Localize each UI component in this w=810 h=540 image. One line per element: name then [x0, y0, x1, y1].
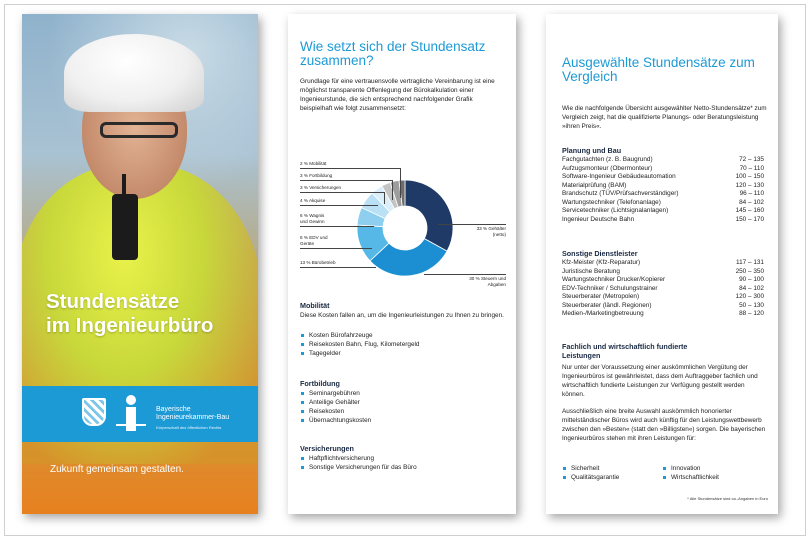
- cost-donut-chart: [288, 138, 516, 298]
- org-name: Bayerische Ingenieurekammer-Bau: [156, 406, 230, 421]
- rate-name: Software-Ingenieur Gebäudeautomation: [562, 173, 676, 180]
- cover-panel: [22, 14, 258, 514]
- rate-range: 100 – 150: [735, 173, 764, 180]
- list-item: Kosten Bürofahrzeuge: [300, 331, 506, 340]
- list-item: Reisekosten: [300, 407, 506, 416]
- rates-planung-bau: [562, 146, 764, 224]
- rate-name: EDV-Techniker / Schulungstrainer: [562, 284, 658, 292]
- section-title-fortbildung: Fortbildung: [300, 379, 340, 388]
- list-item: Haftpflichtversicherung: [300, 454, 506, 463]
- composition-intro: Grundlage für eine vertrauensvolle vertragliche Vereinbarung ist eine möglichst transparente Offenlegung der Bürokalkulation einer Ingenieurstunde, die sich entsprechend nachfolgender Grafik beispielhaft wie folgt zusammensetzt:: [300, 78, 495, 112]
- label-buerobetrieb: 13 % Bürobetrieb: [300, 260, 336, 265]
- rate-name: Wartungstechniker (Telefonanlage): [562, 198, 661, 206]
- list-mobilitaet: [300, 331, 506, 358]
- rate-range: 145 – 160: [735, 207, 764, 214]
- rate-name: Fachgutachten (z. B. Baugrund): [562, 156, 653, 163]
- walkie-talkie: [112, 194, 138, 260]
- list-item: Reisekosten Bahn, Flug, Kilometergeld: [300, 340, 506, 349]
- label-gehaelter: 33 % Gehälter (netto): [476, 226, 506, 237]
- donut-slice-0: [405, 180, 453, 251]
- rate-name: Juristische Beratung: [562, 267, 620, 275]
- label-versicherungen: 3 % Versicherungen: [300, 185, 342, 190]
- rate-range: 84 – 102: [739, 284, 764, 292]
- composition-panel: [288, 14, 516, 514]
- list-fortbildung: [300, 389, 506, 425]
- section-text-mobilitaet: Diese Kosten fallen an, um die Ingenieurleistungen zu Ihnen zu bringen.: [300, 312, 504, 319]
- rate-range: 120 – 130: [735, 181, 764, 189]
- rate-row: [562, 182, 764, 191]
- fach-heading: Fachlich und wirtschaftlich fundierte Leistungen: [562, 342, 688, 360]
- list-item: Innovation: [662, 464, 762, 473]
- paragraph-2: Ausschließlich eine breite Auswahl auskömmlich honorierter mittelständischer Büros wird auch künftig für den Leistungswettbewerb zwischen den »Besten« (statt den »Billigsten«) sorgen. Die bayerischen Ingenieurbüros stehen mit ihren Leistungen für:: [562, 408, 766, 442]
- rate-range: 250 – 350: [735, 267, 764, 275]
- tagline: Zukunft gemeinsam gestalten.: [50, 464, 184, 475]
- rate-name: Materialprüfung (BAM): [562, 181, 627, 189]
- list-item: Übernachtungskosten: [300, 416, 506, 425]
- list-item: Sonstige Versicherungen für das Büro: [300, 463, 506, 472]
- rate-range: 96 – 110: [739, 190, 764, 197]
- glasses: [100, 122, 178, 138]
- rate-rows-sonstige: [562, 259, 764, 319]
- rate-row: [562, 285, 764, 294]
- list-versicherungen: [300, 454, 506, 472]
- rate-row: [562, 165, 764, 174]
- rate-row: [562, 173, 764, 182]
- group-title: Sonstige Dienstleister: [562, 249, 638, 258]
- rate-range: 90 – 100: [739, 276, 764, 283]
- rate-name: Medien-/Marketingbetreuung: [562, 310, 644, 317]
- paragraph-1: Nur unter der Voraussetzung einer auskömmlichen Vergütung der Ingenieurbüros ist gewährleistet, dass dem Auftraggeber fachlich und wirtschaftlich fundierte Leistungen zur Verfügung gestellt werden können.: [562, 364, 758, 398]
- rate-name: Brandschutz (TÜV/Prüfsachverständiger): [562, 190, 679, 197]
- rate-row: [562, 276, 764, 285]
- rate-name: Aufzugsmonteur (Obermonteur): [562, 164, 653, 172]
- comparison-panel: [546, 14, 778, 514]
- comparison-heading: Ausgewählte Stundensätze zum Vergleich: [562, 55, 755, 84]
- rate-range: 72 – 135: [739, 156, 764, 163]
- rate-name: Wartungstechniker Drucker/Kopierer: [562, 276, 666, 283]
- section-title-mobilitaet: Mobilität: [300, 301, 330, 310]
- label-fortbildung: 3 % Fortbildung: [300, 173, 333, 178]
- rate-row: [562, 216, 764, 225]
- org-subtitle: Körperschaft des öffentlichen Rechts: [156, 425, 222, 430]
- list-item: Anteilige Gehälter: [300, 398, 506, 407]
- hard-hat: [64, 34, 204, 112]
- chamber-logo-icon: [114, 394, 148, 432]
- rate-row: [562, 199, 764, 208]
- footnote: * Alle Stundensätze sind ca.-Angaben in Euro: [687, 496, 768, 501]
- label-steuern: 30 % Steuern und Abgaben: [469, 276, 506, 287]
- rate-range: 50 – 130: [739, 301, 764, 309]
- list-item: Wirtschaftlichkeit: [662, 473, 762, 482]
- rates-sonstige: [562, 249, 764, 319]
- rate-range: 88 – 120: [739, 310, 764, 317]
- rate-name: Steuerberater (ländl. Regionen): [562, 301, 652, 309]
- rate-name: Kfz-Meister (Kfz-Reparatur): [562, 259, 641, 266]
- rate-name: Servicetechniker (Lichtsignalanlagen): [562, 207, 669, 214]
- rate-range: 117 – 131: [736, 259, 764, 266]
- list-item: Sicherheit: [562, 464, 662, 473]
- cover-title: Stundensätze im Ingenieurbüro: [46, 290, 214, 337]
- list-item: Seminargebühren: [300, 389, 506, 398]
- rate-range: 84 – 102: [739, 198, 764, 206]
- group-title: Planung und Bau: [562, 146, 622, 155]
- rate-range: 70 – 110: [739, 164, 764, 172]
- composition-heading: Wie setzt sich der Stundensatz zusammen?: [300, 39, 486, 68]
- label-wagnis: 6 % Wagnis und Gewinn: [300, 213, 325, 224]
- rate-row: [562, 207, 764, 216]
- rate-row: [562, 259, 764, 268]
- rate-row: [562, 268, 764, 277]
- rate-range: 150 – 170: [735, 215, 764, 223]
- comparison-intro: Wie die nachfolgende Übersicht ausgewählter Netto-Stundensätze* zum Vergleich zeigt, hat die qualifizierte Planungs- oder Beratungsleistung »ihren Preis«.: [562, 105, 767, 130]
- section-title-versicherungen: Versicherungen: [300, 444, 354, 453]
- rate-row: [562, 293, 764, 302]
- bavarian-crest-icon: [82, 398, 106, 426]
- rate-row: [562, 302, 764, 311]
- label-edv: 6 % EDV und Geräte: [300, 235, 328, 246]
- rate-range: 120 – 300: [735, 293, 764, 300]
- rate-row: [562, 310, 764, 319]
- values-list: [562, 464, 762, 482]
- label-mobilitaet: 2 % Mobilität: [300, 161, 327, 166]
- list-item: Tagegelder: [300, 349, 506, 358]
- list-item: Qualitätsgarantie: [562, 473, 662, 482]
- rate-row: [562, 190, 764, 199]
- rate-name: Ingenieur Deutsche Bahn: [562, 215, 635, 223]
- label-akquise: 4 % Akquise: [300, 198, 326, 203]
- rate-row: [562, 156, 764, 165]
- rate-name: Steuerberater (Metropolen): [562, 293, 640, 300]
- rate-rows-planung: [562, 156, 764, 224]
